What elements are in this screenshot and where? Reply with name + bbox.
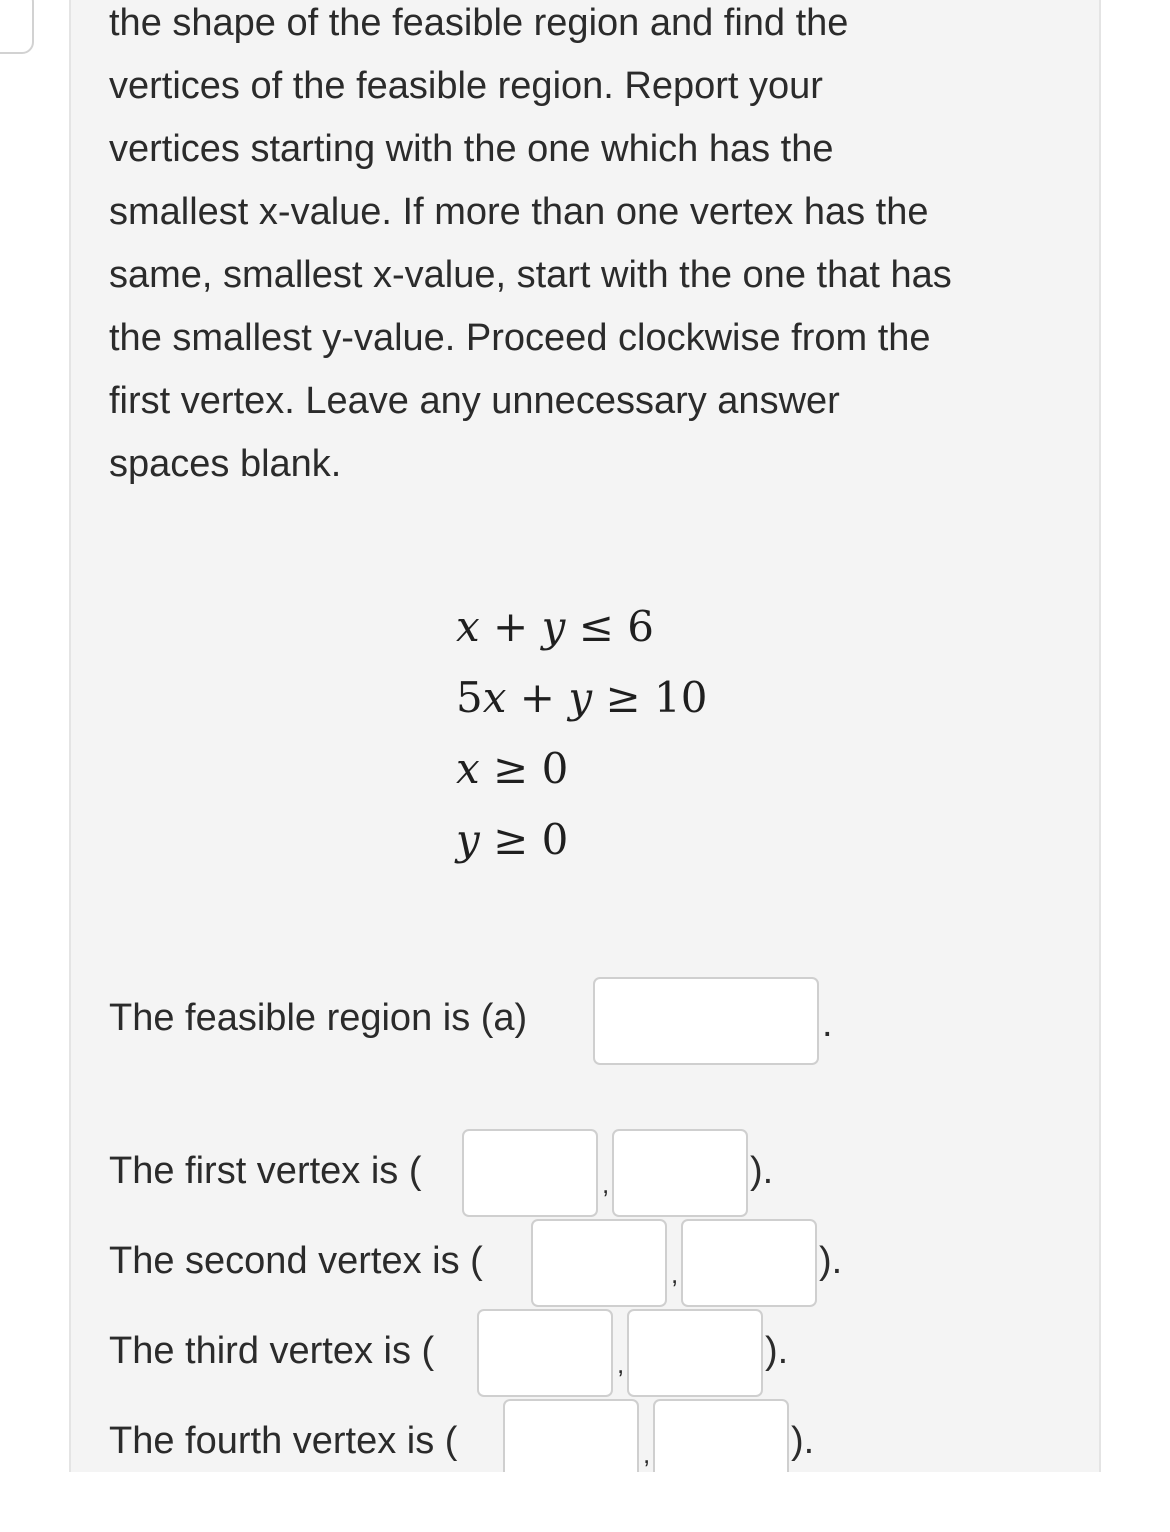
constraint-var: y xyxy=(541,602,566,651)
constraint-3 xyxy=(456,744,568,793)
third-vertex-y-input[interactable] xyxy=(627,1309,763,1397)
constraint-rhs: 10 xyxy=(654,673,708,722)
prompt-line: first vertex. Leave any unnecessary answer xyxy=(109,380,840,422)
prompt-line: smallest x-value. If more than one vertex has the xyxy=(109,191,929,233)
constraint-var: x xyxy=(482,673,507,722)
constraint-var: x xyxy=(456,602,480,651)
comma: , xyxy=(602,1169,610,1199)
constraint-relation: ≥ xyxy=(493,744,529,793)
constraint-4 xyxy=(456,815,568,864)
question-prompt xyxy=(109,0,1079,496)
prompt-line: vertices starting with the one which has the xyxy=(109,128,834,170)
side-tab[interactable] xyxy=(0,0,34,54)
constraint-op: + xyxy=(519,673,555,722)
closing-paren: ). xyxy=(819,1240,843,1282)
period: . xyxy=(822,1003,833,1045)
constraint-var: y xyxy=(456,815,480,864)
closing-paren: ). xyxy=(765,1330,789,1372)
third-vertex-x-input[interactable] xyxy=(477,1309,613,1397)
prompt-line: vertices of the feasible region. Report your xyxy=(109,65,823,107)
fourth-vertex-x-input[interactable] xyxy=(503,1399,639,1472)
comma: , xyxy=(643,1439,651,1469)
constraint-rhs: 0 xyxy=(541,815,569,864)
constraint-2 xyxy=(456,673,707,722)
second-vertex-x-input[interactable] xyxy=(531,1219,667,1307)
feasible-region-input[interactable] xyxy=(593,977,819,1065)
constraint-var: x xyxy=(456,744,480,793)
constraint-rhs: 6 xyxy=(627,602,654,651)
third-vertex-label: The third vertex is ( xyxy=(109,1330,435,1372)
constraint-coef: 5 xyxy=(456,673,483,722)
closing-paren: ). xyxy=(750,1150,774,1192)
constraint-1 xyxy=(456,602,654,651)
comma: , xyxy=(617,1349,625,1379)
second-vertex-y-input[interactable] xyxy=(681,1219,817,1307)
closing-paren: ). xyxy=(791,1420,815,1462)
first-vertex-y-input[interactable] xyxy=(612,1129,748,1217)
constraint-relation: ≥ xyxy=(605,673,641,722)
first-vertex-x-input[interactable] xyxy=(462,1129,598,1217)
question-card xyxy=(69,0,1101,1472)
fourth-vertex-y-input[interactable] xyxy=(653,1399,789,1472)
prompt-line: the smallest y-value. Proceed clockwise from the xyxy=(109,317,931,359)
first-vertex-label: The first vertex is ( xyxy=(109,1150,422,1192)
second-vertex-label: The second vertex is ( xyxy=(109,1240,483,1282)
prompt-line: same, smallest x-value, start with the one that has xyxy=(109,254,952,296)
prompt-line: spaces blank. xyxy=(109,443,342,485)
fourth-vertex-label: The fourth vertex is ( xyxy=(109,1420,458,1462)
constraint-relation: ≤ xyxy=(578,602,614,651)
constraint-op: + xyxy=(493,602,529,651)
constraint-rhs: 0 xyxy=(541,744,569,793)
prompt-line: the shape of the feasible region and find the xyxy=(109,2,849,44)
constraint-var: y xyxy=(568,673,593,722)
comma: , xyxy=(671,1259,679,1289)
constraint-relation: ≥ xyxy=(493,815,529,864)
feasible-region-label: The feasible region is (a) xyxy=(109,997,528,1039)
